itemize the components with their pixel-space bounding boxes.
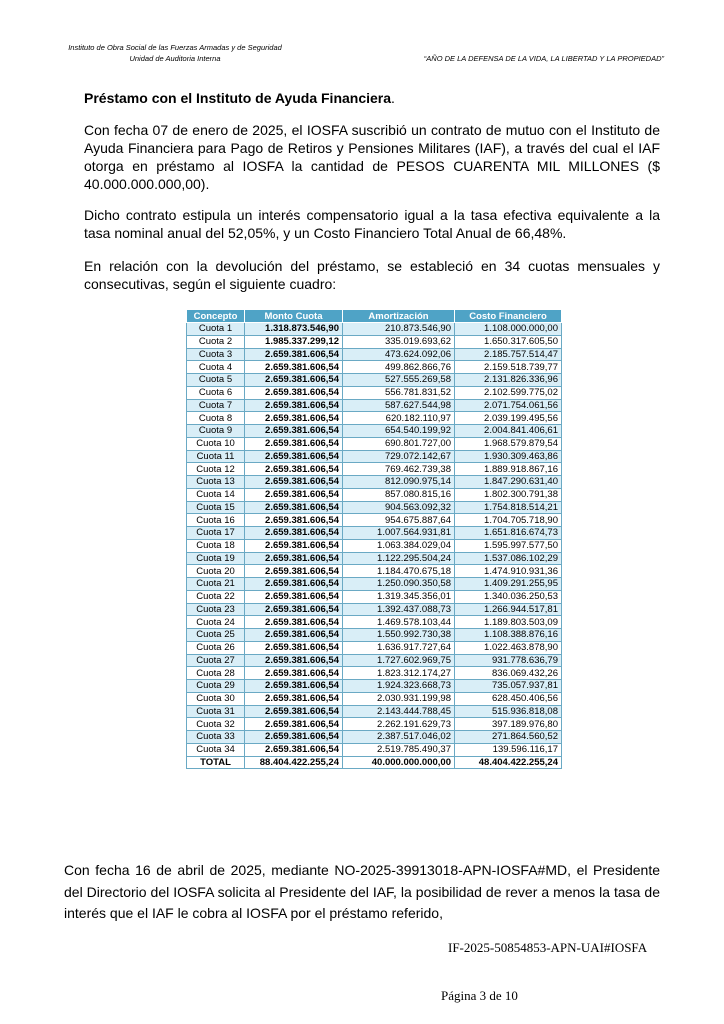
table-row [187,501,562,514]
header-amortizacion: Amortización [343,310,455,323]
cell-monto-cuota: 2.659.381.606,54 [245,450,343,463]
cell-monto-cuota: 2.659.381.606,54 [245,590,343,603]
cell-amortizacion: 1.550.992.730,38 [343,629,455,642]
cell-monto-cuota: 2.659.381.606,54 [245,705,343,718]
table-row [187,335,562,348]
cell-amortizacion: 1.063.384.029,04 [343,539,455,552]
header-motto: “AÑO DE LA DEFENSA DE LA VIDA, LA LIBERTAD Y LA PROPIEDAD” [423,54,664,63]
section-title-text: Préstamo con el Instituto de Ayuda Financiera [84,90,392,106]
table-row [187,641,562,654]
table-row [187,437,562,450]
cell-amortizacion: 499.862.866,76 [343,361,455,374]
cell-concepto: Cuota 17 [187,527,245,540]
header-org-name: Instituto de Obra Social de las Fuerzas Armadas y de Seguridad [68,43,282,52]
cell-concepto: Cuota 33 [187,731,245,744]
table-row [187,323,562,336]
cell-amortizacion: 2.143.444.788,45 [343,705,455,718]
cell-amortizacion: 210.873.546,90 [343,323,455,336]
cell-concepto: Cuota 4 [187,361,245,374]
paragraph-interest: Dicho contrato estipula un interés compensatorio igual a la tasa efectiva equivalente a la tasa nominal anual del 52,05%, y un Costo Financiero Total Anual de 66,48%. [84,207,660,241]
cell-amortizacion: 812.090.975,14 [343,476,455,489]
cell-concepto: Cuota 31 [187,705,245,718]
cell-concepto: Cuota 6 [187,386,245,399]
cell-costo-financiero: 1.650.317.605,50 [455,335,562,348]
cell-monto-cuota: 2.659.381.606,54 [245,348,343,361]
cell-amortizacion: 556.781.831,52 [343,386,455,399]
cell-monto-cuota: 2.659.381.606,54 [245,552,343,565]
total-cell-amortizacion: 40.000.000.000,00 [343,756,455,769]
cell-monto-cuota: 1.318.873.546,90 [245,323,343,336]
cell-amortizacion: 769.462.739,38 [343,463,455,476]
cell-concepto: Cuota 25 [187,629,245,642]
cell-costo-financiero: 1.930.309.463,86 [455,450,562,463]
cell-costo-financiero: 2.159.518.739,77 [455,361,562,374]
cell-amortizacion: 1.727.602.969,75 [343,654,455,667]
cell-concepto: Cuota 11 [187,450,245,463]
cell-costo-financiero: 1.968.579.879,54 [455,437,562,450]
cell-concepto: Cuota 32 [187,718,245,731]
cell-amortizacion: 1.924.323.668,73 [343,680,455,693]
cell-costo-financiero: 1.595.997.577,50 [455,539,562,552]
header-monto-cuota: Monto Cuota [245,310,343,323]
table-row [187,578,562,591]
cell-costo-financiero: 931.778.636,79 [455,654,562,667]
total-cell-monto-cuota: 88.404.422.255,24 [245,756,343,769]
cell-monto-cuota: 2.659.381.606,54 [245,565,343,578]
cell-costo-financiero: 1.802.300.791,38 [455,488,562,501]
cell-concepto: Cuota 29 [187,680,245,693]
cell-concepto: Cuota 26 [187,641,245,654]
cell-costo-financiero: 1.704.705.718,90 [455,514,562,527]
table-row [187,552,562,565]
cell-monto-cuota: 2.659.381.606,54 [245,743,343,756]
cell-amortizacion: 2.030.931.199,98 [343,692,455,705]
cell-costo-financiero: 2.071.754.061,56 [455,399,562,412]
cell-concepto: Cuota 16 [187,514,245,527]
cell-monto-cuota: 2.659.381.606,54 [245,437,343,450]
cell-costo-financiero: 1.651.816.674,73 [455,527,562,540]
cell-monto-cuota: 2.659.381.606,54 [245,641,343,654]
cell-costo-financiero: 1.340.036.250,53 [455,590,562,603]
table-row [187,692,562,705]
cell-amortizacion: 1.823.312.174,27 [343,667,455,680]
cell-monto-cuota: 2.659.381.606,54 [245,616,343,629]
cell-concepto: Cuota 24 [187,616,245,629]
cell-monto-cuota: 2.659.381.606,54 [245,680,343,693]
cell-costo-financiero: 1.266.944.517,81 [455,603,562,616]
cell-monto-cuota: 2.659.381.606,54 [245,629,343,642]
cell-amortizacion: 1.007.564.931,81 [343,527,455,540]
cell-concepto: Cuota 12 [187,463,245,476]
table-row [187,731,562,744]
table-row [187,399,562,412]
cell-amortizacion: 1.250.090.350,58 [343,578,455,591]
cell-amortizacion: 654.540.199,92 [343,425,455,438]
paragraph-repayment: En relación con la devolución del préstamo, se estableció en 34 cuotas mensuales y consecutivas, según el siguiente cuadro: [84,258,660,292]
cell-costo-financiero: 1.537.086.102,29 [455,552,562,565]
table-row [187,654,562,667]
cell-amortizacion: 690.801.727,00 [343,437,455,450]
cell-costo-financiero: 1.754.818.514,21 [455,501,562,514]
table-row [187,565,562,578]
cell-costo-financiero: 1.409.291.255,95 [455,578,562,591]
cell-amortizacion: 857.080.815,16 [343,488,455,501]
cell-monto-cuota: 2.659.381.606,54 [245,488,343,501]
table-row [187,463,562,476]
cell-monto-cuota: 2.659.381.606,54 [245,527,343,540]
cell-costo-financiero: 2.004.841.406,61 [455,425,562,438]
table-row [187,718,562,731]
cell-amortizacion: 2.519.785.490,37 [343,743,455,756]
cell-concepto: Cuota 23 [187,603,245,616]
cell-concepto: Cuota 21 [187,578,245,591]
cell-monto-cuota: 2.659.381.606,54 [245,374,343,387]
cell-costo-financiero: 515.936.818,08 [455,705,562,718]
cell-concepto: Cuota 15 [187,501,245,514]
cell-amortizacion: 954.675.887,64 [343,514,455,527]
section-title [84,90,395,106]
table-row [187,386,562,399]
cell-concepto: Cuota 10 [187,437,245,450]
cell-monto-cuota: 2.659.381.606,54 [245,425,343,438]
cell-monto-cuota: 2.659.381.606,54 [245,514,343,527]
total-cell-concepto: TOTAL [187,756,245,769]
table-row [187,705,562,718]
cell-monto-cuota: 2.659.381.606,54 [245,361,343,374]
table-row [187,539,562,552]
table-row [187,527,562,540]
cell-amortizacion: 729.072.142,67 [343,450,455,463]
cell-monto-cuota: 2.659.381.606,54 [245,692,343,705]
header-costo-financiero: Costo Financiero [455,310,562,323]
table-header-row [187,310,562,323]
cell-amortizacion: 620.182.110,97 [343,412,455,425]
cell-monto-cuota: 1.985.337.299,12 [245,335,343,348]
cell-concepto: Cuota 22 [187,590,245,603]
table-row [187,476,562,489]
total-cell-costo-financiero: 48.404.422.255,24 [455,756,562,769]
cell-concepto: Cuota 13 [187,476,245,489]
table-total-row [187,756,562,769]
page-number: Página 3 de 10 [441,988,518,1003]
cell-concepto: Cuota 7 [187,399,245,412]
table-row [187,603,562,616]
cell-costo-financiero: 2.102.599.775,02 [455,386,562,399]
cell-monto-cuota: 2.659.381.606,54 [245,731,343,744]
cell-costo-financiero: 1.189.803.503,09 [455,616,562,629]
header-organization [60,42,290,64]
cell-concepto: Cuota 5 [187,374,245,387]
cell-costo-financiero: 139.596.116,17 [455,743,562,756]
header-unit-name: Unidad de Auditoria Interna [129,54,221,63]
cell-costo-financiero: 1.108.388.876,16 [455,629,562,642]
table-row [187,488,562,501]
cell-monto-cuota: 2.659.381.606,54 [245,603,343,616]
cell-concepto: Cuota 28 [187,667,245,680]
table-row [187,348,562,361]
table-row [187,412,562,425]
cell-costo-financiero: 628.450.406,56 [455,692,562,705]
cell-concepto: Cuota 19 [187,552,245,565]
paragraph-request: Con fecha 16 de abril de 2025, mediante NO-2025-39913018-APN-IOSFA#MD, el Presidente del Directorio del IOSFA solicita al Presidente del IAF, la posibilidad de rever a menos la tasa de interés que el IAF le cobra al IOSFA por el préstamo referido, [64,862,660,921]
table-row [187,590,562,603]
cell-amortizacion: 2.262.191.629,73 [343,718,455,731]
cell-concepto: Cuota 34 [187,743,245,756]
cell-monto-cuota: 2.659.381.606,54 [245,399,343,412]
table-row [187,616,562,629]
cell-amortizacion: 1.122.295.504,24 [343,552,455,565]
cell-concepto: Cuota 20 [187,565,245,578]
document-id: IF-2025-50854853-APN-UAI#IOSFA [448,940,648,955]
cell-amortizacion: 1.392.437.088,73 [343,603,455,616]
cell-concepto: Cuota 3 [187,348,245,361]
cell-costo-financiero: 1.108.000.000,00 [455,323,562,336]
cell-amortizacion: 1.469.578.103,44 [343,616,455,629]
cell-costo-financiero: 1.474.910.931,36 [455,565,562,578]
cell-amortizacion: 335.019.693,62 [343,335,455,348]
cell-concepto: Cuota 27 [187,654,245,667]
cell-costo-financiero: 271.864.560,52 [455,731,562,744]
cell-concepto: Cuota 14 [187,488,245,501]
cell-costo-financiero: 1.022.463.878,90 [455,641,562,654]
cell-amortizacion: 587.627.544,98 [343,399,455,412]
cell-amortizacion: 904.563.092,32 [343,501,455,514]
cell-costo-financiero: 735.057.937,81 [455,680,562,693]
cell-amortizacion: 473.624.092,06 [343,348,455,361]
cell-costo-financiero: 2.131.826.336,96 [455,374,562,387]
cell-monto-cuota: 2.659.381.606,54 [245,667,343,680]
cell-concepto: Cuota 18 [187,539,245,552]
cell-concepto: Cuota 9 [187,425,245,438]
table-row [187,374,562,387]
table-row [187,361,562,374]
cell-amortizacion: 1.319.345.356,01 [343,590,455,603]
cell-concepto: Cuota 8 [187,412,245,425]
table-row [187,450,562,463]
cell-costo-financiero: 1.889.918.867,16 [455,463,562,476]
cell-monto-cuota: 2.659.381.606,54 [245,718,343,731]
table-row [187,743,562,756]
cell-monto-cuota: 2.659.381.606,54 [245,578,343,591]
table-row [187,514,562,527]
cell-costo-financiero: 2.039.199.495,56 [455,412,562,425]
cell-amortizacion: 1.636.917.727,64 [343,641,455,654]
cell-amortizacion: 527.555.269,58 [343,374,455,387]
cell-costo-financiero: 2.185.757.514,47 [455,348,562,361]
header-concepto: Concepto [187,310,245,323]
cell-amortizacion: 2.387.517.046,02 [343,731,455,744]
cell-concepto: Cuota 1 [187,323,245,336]
cell-concepto: Cuota 30 [187,692,245,705]
table-row [187,680,562,693]
table-row [187,425,562,438]
cell-amortizacion: 1.184.470.675,18 [343,565,455,578]
cell-costo-financiero: 1.847.290.631,40 [455,476,562,489]
cell-costo-financiero: 836.069.432,26 [455,667,562,680]
section-title-period: . [391,90,395,106]
table-row [187,667,562,680]
cell-monto-cuota: 2.659.381.606,54 [245,501,343,514]
cell-costo-financiero: 397.189.976,80 [455,718,562,731]
cell-monto-cuota: 2.659.381.606,54 [245,386,343,399]
installments-table [186,309,562,769]
cell-concepto: Cuota 2 [187,335,245,348]
paragraph-contract: Con fecha 07 de enero de 2025, el IOSFA suscribió un contrato de mutuo con el Instituto de Ayuda Financiera para Pago de Retiros y Pensiones Militares (IAF), a través del cual el IAF otorga en préstamo al IOSFA la cantidad de PESOS CUARENTA MIL MILLONES ($ 40.000.000.000,00). [84,122,660,192]
cell-monto-cuota: 2.659.381.606,54 [245,476,343,489]
cell-monto-cuota: 2.659.381.606,54 [245,654,343,667]
cell-monto-cuota: 2.659.381.606,54 [245,539,343,552]
table-row [187,629,562,642]
cell-monto-cuota: 2.659.381.606,54 [245,463,343,476]
cell-monto-cuota: 2.659.381.606,54 [245,412,343,425]
